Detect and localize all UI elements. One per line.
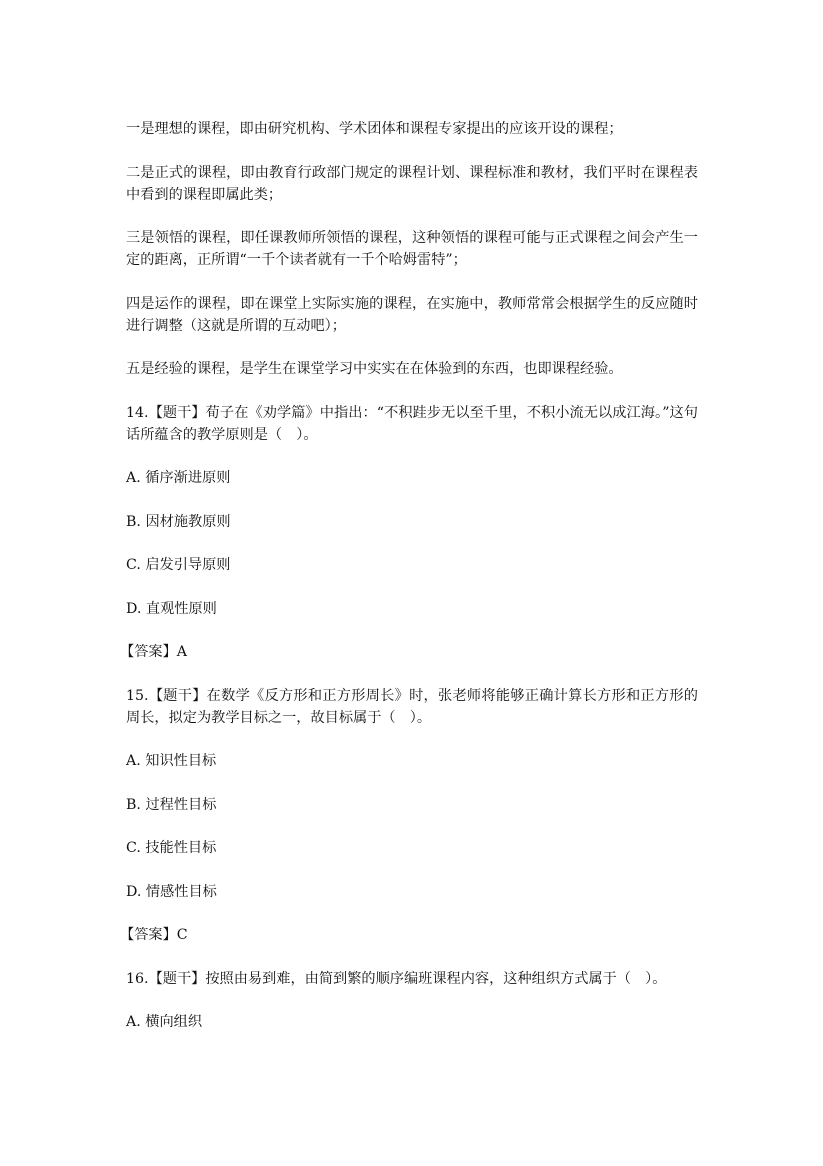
question-14-option-d: D. 直观性原则 bbox=[126, 600, 217, 617]
document-content bbox=[120, 118, 698, 1055]
question-15-option-d: D. 情感性目标 bbox=[126, 883, 217, 900]
question-14-option-b: B. 因材施教原则 bbox=[126, 513, 231, 530]
question-16-stem: 16.【题干】按照由易到难，由简到繁的顺序编班课程内容，这种组织方式属于（ ）。 bbox=[126, 970, 667, 987]
intro-paragraph-5: 五是经验的课程，是学生在课堂学习中实实在在体验到的东西，也即课程经验。 bbox=[126, 361, 623, 377]
question-14-option-c: C. 启发引导原则 bbox=[126, 557, 231, 573]
question-15-answer: 【答案】C bbox=[120, 927, 188, 943]
question-14-answer: 【答案】A bbox=[120, 644, 187, 660]
question-15-option-a: A. 知识性目标 bbox=[126, 753, 217, 769]
intro-paragraph-4: 四是运作的课程，即在课堂上实际实施的课程，在实施中，教师常常会根据学生的反应随时进行调整（这就是所谓的互动吧）； bbox=[126, 295, 698, 334]
question-15-option-b: B. 过程性目标 bbox=[126, 796, 217, 813]
question-14-stem: 14.【题干】荀子在《劝学篇》中指出：“不积跬步无以至千里，不积小流无以成江海。”这句话所蕴含的教学原则是（ ）。 bbox=[126, 404, 698, 443]
question-15-option-c: C. 技能性目标 bbox=[126, 840, 217, 856]
intro-paragraph-2: 二是正式的课程，即由教育行政部门规定的课程计划、课程标准和教材，我们平时在课程表中看到的课程即属此类； bbox=[126, 164, 698, 203]
question-15-stem: 15.【题干】在数学《反方形和正方形周长》时，张老师将能够正确计算长方形和正方形的周长，拟定为教学目标之一，故目标属于（ ）。 bbox=[126, 687, 698, 726]
intro-paragraph-1: 一是理想的课程，即由研究机构、学术团体和课程专家提出的应该开设的课程； bbox=[126, 121, 623, 137]
question-14-option-a: A. 循序渐进原则 bbox=[126, 470, 231, 486]
intro-paragraph-3: 三是领悟的课程，即任课教师所领悟的课程，这种领悟的课程可能与正式课程之间会产生一定的距离，正所谓“一千个读者就有一千个哈姆雷特”； bbox=[126, 230, 698, 268]
question-16-option-a: A. 横向组织 bbox=[126, 1014, 203, 1030]
